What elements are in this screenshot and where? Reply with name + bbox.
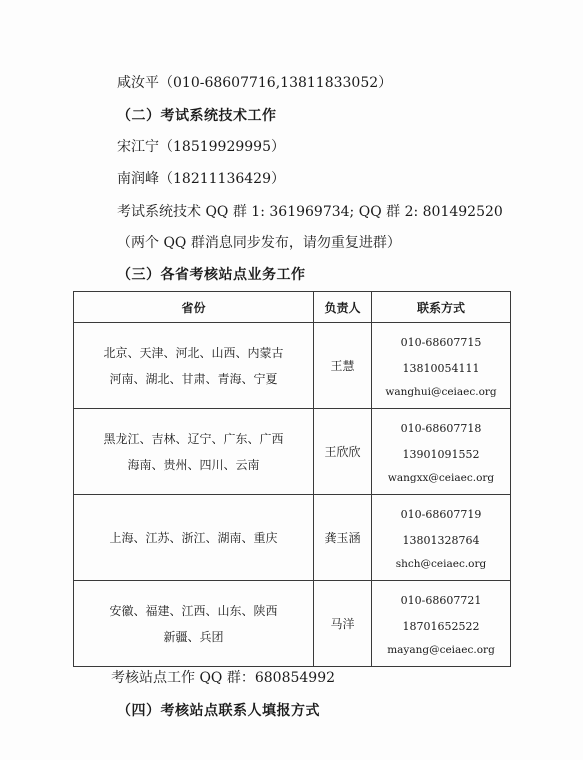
section-heading-3: （三）各省考核站点业务工作 xyxy=(117,267,306,283)
email-address: wanghui@ceiaec.org xyxy=(385,385,497,398)
province-line: 北京、天津、河北、山西、内蒙古 xyxy=(103,345,284,360)
site-qq-group-line: 考核站点工作 QQ 群：680854992 xyxy=(111,670,336,686)
contact-line-nan-runfeng: 南润峰（18211136429） xyxy=(117,171,285,187)
province-line: 河南、湖北、甘肃、青海、宁夏 xyxy=(109,371,278,386)
mobile-phone: 13801328764 xyxy=(402,533,480,547)
office-phone: 010-68607719 xyxy=(400,507,482,521)
table-row xyxy=(74,323,511,409)
section-heading-4: （四）考核站点联系人填报方式 xyxy=(117,703,320,719)
section-heading-2: （二）考试系统技术工作 xyxy=(117,108,277,124)
province-line: 新疆、兵团 xyxy=(163,629,224,644)
contact-cell xyxy=(372,581,511,667)
table-header-row xyxy=(74,292,511,323)
header-province: 省份 xyxy=(74,292,314,323)
province-cell xyxy=(74,495,314,581)
mobile-phone: 13901091552 xyxy=(402,447,480,461)
header-person: 负责人 xyxy=(314,292,372,323)
qq-group-note: （两个 QQ 群消息同步发布，请勿重复进群） xyxy=(117,235,401,251)
header-contact: 联系方式 xyxy=(372,292,511,323)
province-cell xyxy=(74,581,314,667)
table-row xyxy=(74,581,511,667)
email-address: mayang@ceiaec.org xyxy=(387,643,495,656)
person-cell: 龚玉涵 xyxy=(314,495,372,581)
person-cell: 王慧 xyxy=(314,323,372,409)
contact-line-qi-ruping: 咸汝平（010-68607716,13811833052） xyxy=(117,75,393,91)
contact-cell xyxy=(372,323,511,409)
office-phone: 010-68607715 xyxy=(400,335,482,349)
province-line: 海南、贵州、四川、云南 xyxy=(127,457,260,472)
province-cell xyxy=(74,323,314,409)
email-address: shch@ceiaec.org xyxy=(395,557,487,570)
contact-cell xyxy=(372,409,511,495)
province-line: 黑龙江、吉林、辽宁、广东、广西 xyxy=(103,431,284,446)
contact-line-song-jiangning: 宋江宁（18519929995） xyxy=(117,139,285,155)
mobile-phone: 18701652522 xyxy=(402,619,480,633)
email-address: wangxx@ceiaec.org xyxy=(387,471,495,484)
person-cell: 王欣欣 xyxy=(314,409,372,495)
office-phone: 010-68607721 xyxy=(400,593,482,607)
province-line: 安徽、福建、江西、山东、陕西 xyxy=(109,603,278,618)
office-phone: 010-68607718 xyxy=(400,421,482,435)
person-cell: 马洋 xyxy=(314,581,372,667)
contact-cell xyxy=(372,495,511,581)
mobile-phone: 13810054111 xyxy=(402,361,480,375)
province-cell xyxy=(74,409,314,495)
province-line: 上海、江苏、浙江、湖南、重庆 xyxy=(109,530,278,545)
table-row xyxy=(74,409,511,495)
table-row xyxy=(74,495,511,581)
contacts-table xyxy=(73,291,511,667)
qq-group-line: 考试系统技术 QQ 群 1: 361969734; QQ 群 2: 801492520 xyxy=(117,204,503,220)
